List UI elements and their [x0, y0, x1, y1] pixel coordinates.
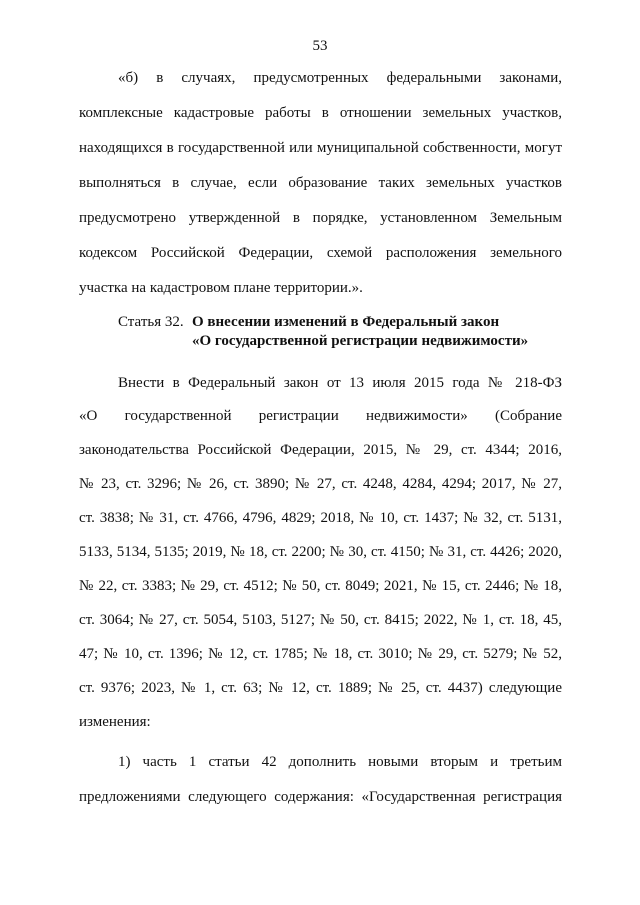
text-line: находящихся в государственной или муниципальной собственности, могут — [79, 140, 562, 156]
text-line: предусмотрено утвержденной в порядке, установленном Земельным — [79, 210, 562, 226]
text-line: законодательства Российской Федерации, 2015, № 29, ст. 4344; 2016, — [79, 442, 562, 458]
text-line: 5133, 5134, 5135; 2019, № 18, ст. 2200; № 30, ст. 4150; № 31, ст. 4426; 2020, — [79, 544, 562, 560]
text-line: 47; № 10, ст. 1396; № 12, ст. 1785; № 18, ст. 3010; № 29, ст. 5279; № 52, — [79, 646, 562, 662]
text-line: изменения: — [79, 714, 151, 730]
article-title-line: О внесении изменений в Федеральный закон — [192, 314, 500, 330]
page-number: 53 — [312, 38, 328, 54]
text-line: № 23, ст. 3296; № 26, ст. 3890; № 27, ст. 4248, 4284, 4294; 2017, № 27, — [79, 476, 562, 492]
text-line: «О государственной регистрации недвижимости» (Собрание — [79, 408, 562, 424]
text-line: 1) часть 1 статьи 42 дополнить новыми вторым и третьим — [118, 754, 562, 770]
article-title-line: «О государственной регистрации недвижимости» — [192, 333, 529, 349]
text-line: № 22, ст. 3383; № 29, ст. 4512; № 50, ст. 8049; 2021, № 15, ст. 2446; № 18, — [79, 578, 562, 594]
text-line: предложениями следующего содержания: «Государственная регистрация — [79, 789, 562, 805]
text-line: кодексом Российской Федерации, схемой расположения земельного — [79, 245, 562, 261]
article-label: Статья 32. — [118, 314, 184, 330]
text-line: участка на кадастровом плане территории.». — [79, 280, 363, 296]
text-line: комплексные кадастровые работы в отношении земельных участков, — [79, 105, 562, 121]
text-line: Внести в Федеральный закон от 13 июля 2015 года № 218-ФЗ — [118, 375, 562, 391]
text-line: ст. 3064; № 27, ст. 5054, 5103, 5127; № 50, ст. 8415; 2022, № 1, ст. 18, 45, — [79, 612, 562, 628]
text-line: ст. 3838; № 31, ст. 4766, 4796, 4829; 2018, № 10, ст. 1437; № 32, ст. 5131, — [79, 510, 562, 526]
text-line: «б) в случаях, предусмотренных федеральными законами, — [118, 70, 562, 86]
text-line: выполняться в случае, если образование таких земельных участков — [79, 175, 562, 191]
text-line: ст. 9376; 2023, № 1, ст. 63; № 12, ст. 1889; № 25, ст. 4437) следующие — [79, 680, 562, 696]
